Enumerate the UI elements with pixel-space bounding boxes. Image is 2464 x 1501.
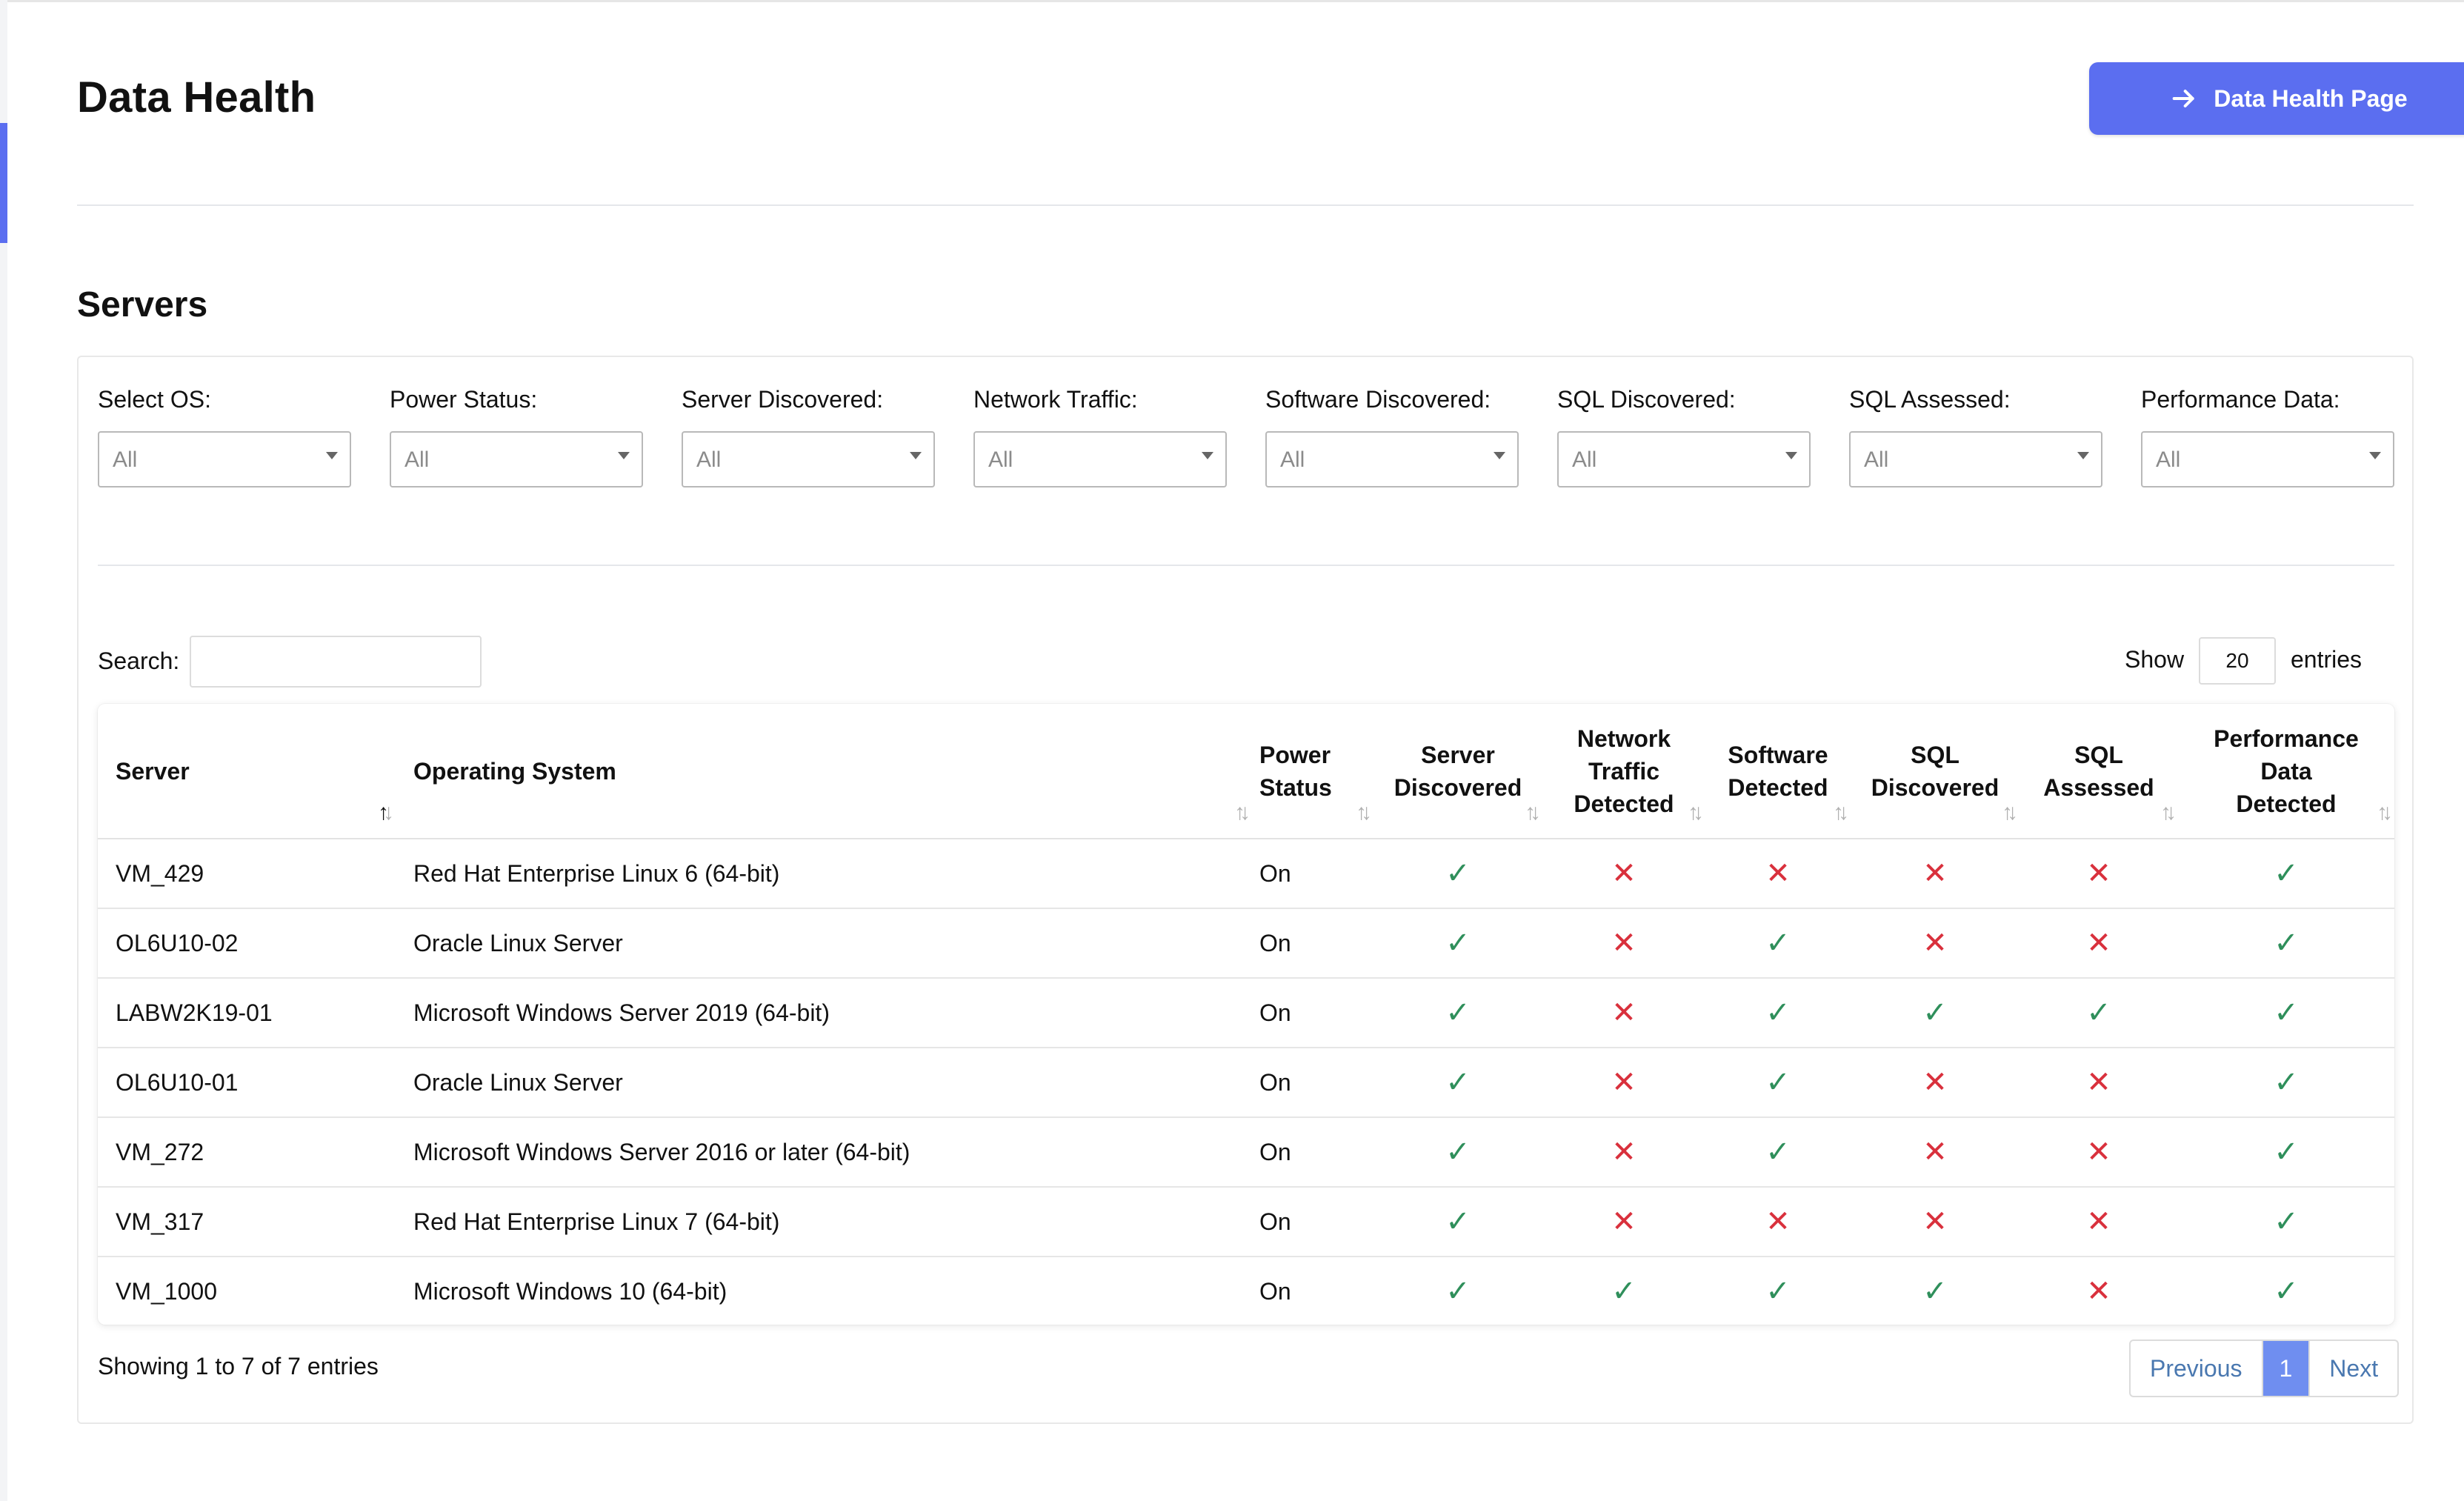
filter-label: SQL Discovered:: [1557, 386, 1736, 413]
filter-value: All: [1572, 447, 1597, 472]
check-icon: ✓: [1445, 1275, 1471, 1308]
sort-ascending-icon[interactable]: ↑↓: [378, 800, 388, 825]
table-row: [98, 1048, 2394, 1117]
table-row: [98, 1257, 2394, 1325]
cell-network-traffic-detected: [1542, 978, 1705, 1048]
cell-server: OL6U10-02: [98, 908, 396, 978]
table-row: [98, 978, 2394, 1048]
top-rule: [0, 0, 2464, 2]
cell-sql-discovered: [1851, 908, 2020, 978]
arrow-right-icon: [2169, 84, 2199, 113]
entries-label: entries: [2291, 646, 2363, 673]
filter-value: All: [404, 447, 430, 472]
filter-network-traffic: [973, 379, 1227, 487]
column-header-operating-system[interactable]: [396, 704, 1252, 839]
filter-label: Network Traffic:: [973, 386, 1138, 413]
filter-value: All: [2156, 447, 2181, 472]
cell-server: VM_429: [98, 839, 396, 908]
cell-operating-system: Red Hat Enterprise Linux 6 (64-bit): [396, 839, 1252, 908]
cell-power-status: On: [1252, 978, 1373, 1048]
cell-software-detected: [1705, 1048, 1851, 1117]
cross-icon: ✕: [2086, 856, 2111, 890]
table-row: [98, 908, 2394, 978]
column-header-label: Status: [1259, 773, 1332, 801]
check-icon: ✓: [1445, 1205, 1471, 1238]
filter-value: All: [1280, 447, 1305, 472]
cell-server-discovered: [1373, 1257, 1542, 1325]
cell-server-discovered: [1373, 908, 1542, 978]
header-divider: [77, 204, 2414, 206]
column-header-label: Performance: [2214, 725, 2359, 752]
cell-sql-discovered: [1851, 1257, 2020, 1325]
search-label: Search:: [98, 648, 180, 674]
cell-server: LABW2K19-01: [98, 978, 396, 1048]
cell-power-status: On: [1252, 1048, 1373, 1117]
cross-icon: ✕: [1611, 996, 1636, 1029]
cross-icon: ✕: [2086, 1065, 2111, 1099]
filter-server-discovered-select[interactable]: [682, 431, 935, 487]
column-header-label: SQL: [2074, 741, 2123, 768]
filter-server-discovered: [682, 379, 935, 487]
column-header-label: Network: [1576, 725, 1671, 752]
cell-server-discovered: [1373, 1187, 1542, 1257]
servers-table-container: [98, 704, 2394, 1325]
next-page-button[interactable]: Next: [2308, 1341, 2397, 1396]
cross-icon: ✕: [1611, 1135, 1636, 1168]
caret-down-icon: [1202, 452, 1213, 459]
cell-sql-assessed: [2020, 1048, 2178, 1117]
column-header-software-detected[interactable]: [1705, 704, 1851, 839]
sort-icon[interactable]: ↑↓: [1234, 800, 1245, 825]
caret-down-icon: [1785, 452, 1797, 459]
cell-sql-assessed: [2020, 1187, 2178, 1257]
column-header-server[interactable]: [98, 704, 396, 839]
cell-sql-assessed: [2020, 1117, 2178, 1187]
cell-sql-discovered: [1851, 1048, 2020, 1117]
filter-label: Server Discovered:: [682, 386, 884, 413]
check-icon: ✓: [1765, 1135, 1791, 1168]
cross-icon: ✕: [1922, 926, 1948, 959]
filter-os-select[interactable]: [98, 431, 351, 487]
cell-software-detected: [1705, 1117, 1851, 1187]
column-header-performance-data-detected[interactable]: [2178, 704, 2394, 839]
table-row: [98, 1117, 2394, 1187]
cross-icon: ✕: [1611, 926, 1636, 959]
cell-server: VM_317: [98, 1187, 396, 1257]
sort-icon[interactable]: ↑↓: [1356, 800, 1366, 825]
caret-down-icon: [1494, 452, 1505, 459]
column-header-label: Detected: [2236, 790, 2337, 817]
cross-icon: ✕: [1922, 1065, 1948, 1099]
cell-performance-data-detected: [2178, 1257, 2394, 1325]
column-header-label: Discovered: [1394, 773, 1522, 801]
filter-sql-assessed-select[interactable]: [1849, 431, 2102, 487]
page-1-button[interactable]: 1: [2263, 1341, 2309, 1396]
entries-per-page-input[interactable]: 20: [2199, 637, 2276, 685]
page-title: Data Health: [77, 73, 316, 122]
cross-icon: ✕: [1765, 1205, 1791, 1238]
cell-operating-system: Oracle Linux Server: [396, 1048, 1252, 1117]
cell-performance-data-detected: [2178, 1187, 2394, 1257]
column-header-label: Data: [2260, 757, 2312, 785]
show-label: Show: [2125, 646, 2185, 673]
filter-power-status-select[interactable]: [390, 431, 643, 487]
check-icon: ✓: [1922, 1275, 1948, 1308]
column-header-label: Server: [1421, 741, 1495, 768]
cell-sql-discovered: [1851, 978, 2020, 1048]
cell-sql-discovered: [1851, 1187, 2020, 1257]
cross-icon: ✕: [1922, 1205, 1948, 1238]
cell-performance-data-detected: [2178, 839, 2394, 908]
filter-label: Power Status:: [390, 386, 538, 413]
filter-sql-assessed: [1849, 379, 2102, 487]
check-icon: ✓: [1445, 856, 1471, 890]
filter-software-discovered-select[interactable]: [1265, 431, 1519, 487]
column-header-sql-discovered[interactable]: [1851, 704, 2020, 839]
check-icon: ✓: [1445, 1065, 1471, 1099]
filter-network-traffic-select[interactable]: [973, 431, 1227, 487]
column-header-label: Server: [116, 757, 190, 785]
cell-software-detected: [1705, 1257, 1851, 1325]
cell-power-status: On: [1259, 1278, 1291, 1305]
cell-network-traffic-detected: [1542, 1117, 1705, 1187]
check-icon: ✓: [1922, 996, 1948, 1029]
column-header-label: Software: [1728, 741, 1828, 768]
cell-server-discovered: [1373, 1048, 1542, 1117]
filter-software-discovered: [1265, 379, 1519, 487]
caret-down-icon: [2077, 452, 2089, 459]
cell-power-status: On: [1252, 1117, 1373, 1187]
cell-power-status: On: [1252, 839, 1373, 908]
sort-icon[interactable]: ↑↓: [2377, 800, 2387, 825]
cell-operating-system: Oracle Linux Server: [396, 908, 1252, 978]
pagination: [2129, 1339, 2399, 1397]
cross-icon: ✕: [1611, 1205, 1636, 1238]
filter-value: All: [696, 447, 722, 472]
check-icon: ✓: [1765, 926, 1791, 959]
sort-icon[interactable]: ↑↓: [1525, 800, 1535, 825]
cell-software-detected: [1705, 908, 1851, 978]
servers-card: [77, 356, 2414, 1424]
column-header-label: SQL: [1911, 741, 1959, 768]
cell-performance-data-detected: [2178, 1117, 2394, 1187]
cell-software-detected: [1705, 839, 1851, 908]
cell-server-discovered: [1373, 1117, 1542, 1187]
cell-network-traffic-detected: [1542, 839, 1705, 908]
sort-icon[interactable]: ↑↓: [1833, 800, 1843, 825]
check-icon: ✓: [1445, 996, 1471, 1029]
check-icon: ✓: [2086, 996, 2111, 1029]
filter-power-status: [390, 379, 643, 487]
caret-down-icon: [910, 452, 922, 459]
column-header-label: Traffic: [1588, 757, 1660, 785]
column-header-label: Operating System: [413, 757, 616, 785]
filter-sql-discovered-select[interactable]: [1557, 431, 1811, 487]
servers-table: [98, 704, 2394, 1325]
table-body: [98, 839, 2394, 1325]
column-header-network-traffic-detected[interactable]: [1542, 704, 1705, 839]
cross-icon: ✕: [1922, 856, 1948, 890]
column-header-label: Detected: [1728, 773, 1828, 801]
filters-bar: [98, 379, 2394, 472]
filter-label: Select OS:: [98, 386, 211, 413]
filter-value: All: [988, 447, 1013, 472]
cross-icon: ✕: [2086, 1205, 2111, 1238]
check-icon: ✓: [2274, 1065, 2299, 1099]
check-icon: ✓: [1765, 1065, 1791, 1099]
check-icon: ✓: [2274, 1275, 2299, 1308]
cross-icon: ✕: [1765, 856, 1791, 890]
caret-down-icon: [326, 452, 338, 459]
left-rail-active-indicator: [0, 123, 7, 243]
cross-icon: ✕: [1611, 1065, 1636, 1099]
cross-icon: ✕: [2086, 1135, 2111, 1168]
cell-sql-assessed: [2020, 1257, 2178, 1325]
cell-performance-data-detected: [2178, 1048, 2394, 1117]
check-icon: ✓: [1445, 1135, 1471, 1168]
cell-software-detected: [1705, 978, 1851, 1048]
cell-performance-data-detected: [2178, 978, 2394, 1048]
check-icon: ✓: [2274, 1205, 2299, 1238]
cell-network-traffic-detected: [1542, 1257, 1705, 1325]
caret-down-icon: [618, 452, 630, 459]
cell-network-traffic-detected: [1542, 908, 1705, 978]
cross-icon: ✕: [2086, 1275, 2111, 1308]
cross-icon: ✕: [2086, 926, 2111, 959]
data-health-page-label: Data Health Page: [2214, 84, 2408, 112]
check-icon: ✓: [2274, 996, 2299, 1029]
check-icon: ✓: [1445, 926, 1471, 959]
cell-server: VM_272: [98, 1117, 396, 1187]
caret-down-icon: [2369, 452, 2381, 459]
sort-icon[interactable]: ↑↓: [2160, 800, 2171, 825]
cell-network-traffic-detected: [1542, 1187, 1705, 1257]
cell-power-status: On: [1252, 1187, 1373, 1257]
filter-sql-discovered: [1557, 379, 1811, 487]
cell-server: OL6U10-01: [98, 1048, 396, 1117]
cell-operating-system: Microsoft Windows 10 (64-bit): [413, 1278, 727, 1305]
cell-network-traffic-detected: [1542, 1048, 1705, 1117]
filter-label: SQL Assessed:: [1849, 386, 2011, 413]
cell-server-discovered: [1373, 839, 1542, 908]
column-header-server-discovered[interactable]: [1373, 704, 1542, 839]
cell-sql-discovered: [1851, 1117, 2020, 1187]
column-header-label: Discovered: [1871, 773, 1999, 801]
check-icon: ✓: [1611, 1275, 1636, 1308]
table-row: [98, 839, 2394, 908]
cell-operating-system: Microsoft Windows Server 2016 or later (64-bit): [396, 1117, 1252, 1187]
filter-performance-data-select[interactable]: [2141, 431, 2394, 487]
column-header-sql-assessed[interactable]: [2020, 704, 2178, 839]
sort-icon[interactable]: ↑↓: [1688, 800, 1698, 825]
filter-divider: [98, 565, 2394, 566]
cell-sql-assessed: [2020, 978, 2178, 1048]
table-header-row: [98, 704, 2394, 839]
column-header-power-status[interactable]: [1252, 704, 1373, 839]
check-icon: ✓: [1765, 996, 1791, 1029]
search-input[interactable]: [190, 636, 482, 688]
cell-sql-assessed: [2020, 839, 2178, 908]
cell-operating-system: Microsoft Windows Server 2019 (64-bit): [396, 978, 1252, 1048]
filter-value: All: [1864, 447, 1889, 472]
filter-label: Software Discovered:: [1265, 386, 1491, 413]
cell-sql-discovered: [1851, 839, 2020, 908]
cell-sql-assessed: [2020, 908, 2178, 978]
previous-page-button[interactable]: Previous: [2131, 1341, 2263, 1396]
cell-server-discovered: [1373, 978, 1542, 1048]
cell-power-status: On: [1252, 908, 1373, 978]
filter-os: [98, 379, 351, 487]
table-info: Showing 1 to 7 of 7 entries: [98, 1353, 379, 1379]
data-health-page-button[interactable]: [2089, 62, 2464, 135]
cell-software-detected: [1705, 1187, 1851, 1257]
cross-icon: ✕: [1922, 1135, 1948, 1168]
section-title: Servers: [77, 285, 208, 325]
filter-label: Performance Data:: [2141, 386, 2340, 413]
table-row: [98, 1187, 2394, 1257]
sort-icon[interactable]: ↑↓: [2002, 800, 2012, 825]
check-icon: ✓: [1765, 1275, 1791, 1308]
cross-icon: ✕: [1611, 856, 1636, 890]
cell-performance-data-detected: [2178, 908, 2394, 978]
filter-performance-data: [2141, 379, 2394, 487]
check-icon: ✓: [2274, 856, 2299, 890]
check-icon: ✓: [2274, 926, 2299, 959]
cell-operating-system: Red Hat Enterprise Linux 7 (64-bit): [396, 1187, 1252, 1257]
filter-value: All: [113, 447, 138, 472]
column-header-label: Assessed: [2043, 773, 2154, 801]
check-icon: ✓: [2274, 1135, 2299, 1168]
column-header-label: Power: [1259, 741, 1331, 768]
column-header-label: Detected: [1574, 790, 1674, 817]
cell-server: VM_1000: [116, 1278, 217, 1305]
